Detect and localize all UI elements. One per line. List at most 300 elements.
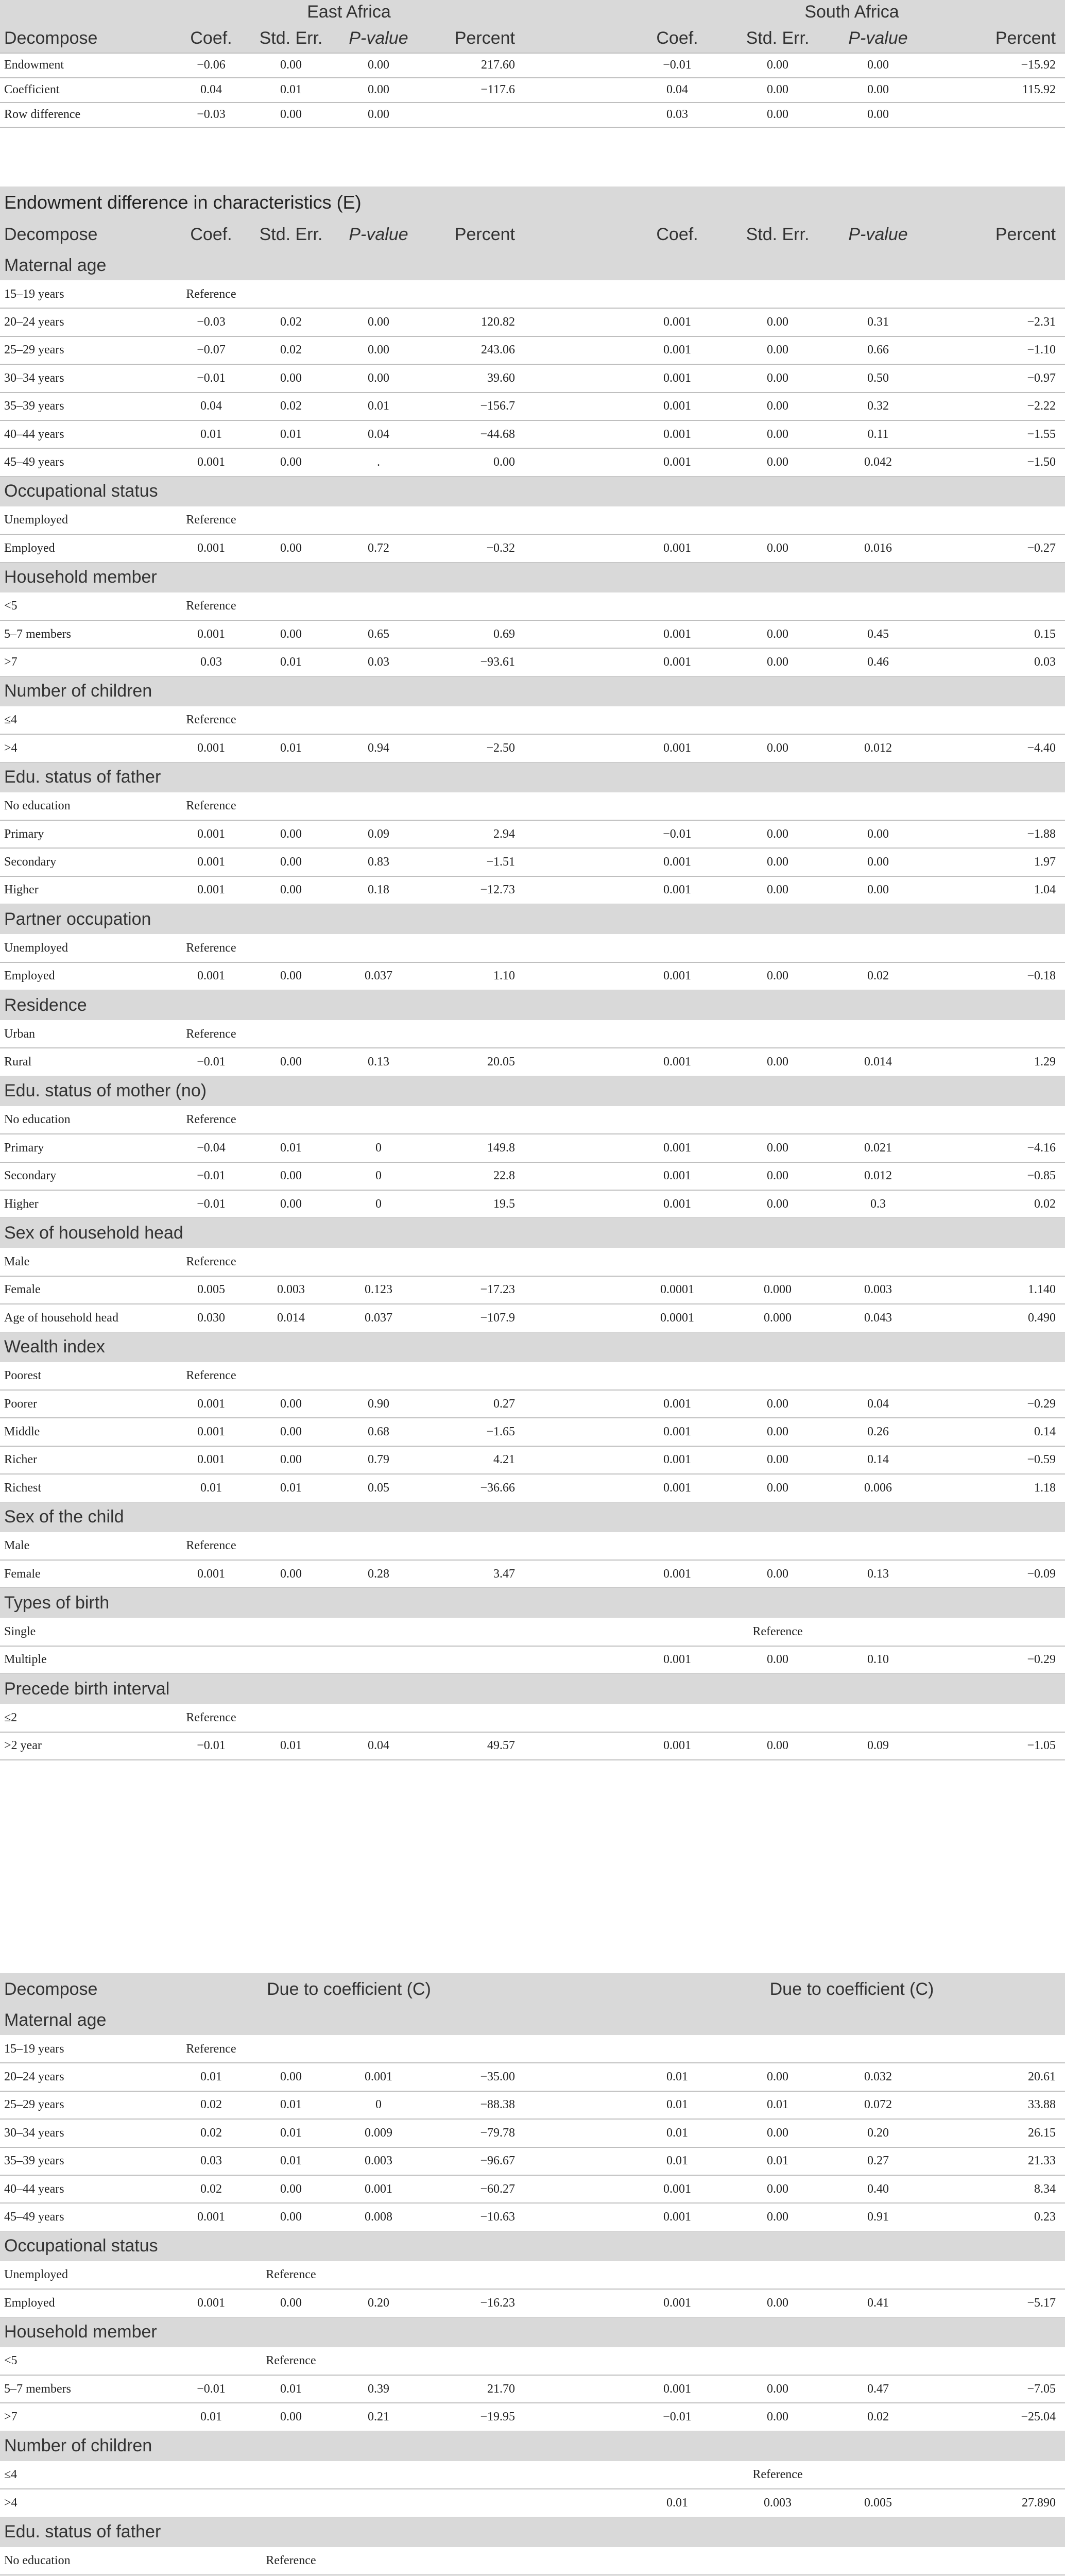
- column-header-due-to-coefficient-south: Due to coefficient (C): [769, 1979, 934, 1999]
- table-cell: 0.043: [864, 1311, 892, 1325]
- group-title: Maternal age: [4, 255, 107, 275]
- table-cell: 19.5: [493, 1197, 515, 1211]
- table-row: [0, 2547, 1065, 2575]
- row-label: Unemployed: [4, 513, 68, 527]
- table-cell: 0.00: [767, 1055, 788, 1069]
- table-cell: 0.001: [663, 1197, 691, 1211]
- table-cell: 0.09: [368, 827, 389, 841]
- table-cell: 1.29: [1034, 1055, 1056, 1069]
- row-label: 35–39 years: [4, 399, 64, 413]
- column-header: Decompose: [4, 28, 98, 48]
- table-cell: Reference: [186, 599, 236, 613]
- table-cell: 0.001: [663, 455, 691, 469]
- table-cell: −1.55: [1027, 427, 1056, 441]
- table-cell: −1.51: [486, 855, 515, 869]
- column-header: Std. Err.: [746, 224, 810, 244]
- group-title: Edu. status of father: [4, 2522, 161, 2542]
- row-label: Rural: [4, 1055, 32, 1069]
- table-cell: 0.00: [867, 82, 889, 96]
- table-row: [0, 1390, 1065, 1418]
- table-cell: 0.00: [767, 655, 788, 669]
- table-cell: −36.66: [480, 1481, 515, 1495]
- table-row: [0, 1418, 1065, 1446]
- table-cell: Reference: [186, 1027, 236, 1041]
- table-row: [0, 1704, 1065, 1732]
- table-cell: −0.03: [197, 315, 226, 329]
- table-cell: 0.00: [767, 1169, 788, 1183]
- group-header: [0, 2005, 1065, 2035]
- group-title: Maternal age: [4, 2010, 107, 2030]
- table-cell: 0.02: [200, 2182, 222, 2196]
- table-cell: 0.20: [368, 2296, 389, 2310]
- table-row: [0, 620, 1065, 648]
- table-cell: 0.00: [280, 107, 302, 121]
- table-cell: 0.123: [365, 1283, 392, 1297]
- table-cell: 0.032: [864, 2070, 892, 2084]
- table-cell: 1.10: [493, 969, 515, 983]
- table-cell: Reference: [186, 713, 236, 727]
- table-cell: −16.23: [480, 2296, 515, 2310]
- table-row: [0, 734, 1065, 762]
- table-cell: −0.97: [1027, 371, 1056, 385]
- table-cell: 0.001: [197, 2210, 225, 2224]
- row-label: No education: [4, 1113, 71, 1127]
- table-cell: 0.001: [197, 883, 225, 897]
- table-cell: 0.00: [767, 1653, 788, 1667]
- group-title: Number of children: [4, 681, 152, 701]
- table-cell: Reference: [266, 2554, 316, 2568]
- table-cell: 0.001: [663, 1425, 691, 1439]
- table-cell: 0.00: [767, 1567, 788, 1581]
- table-row: [0, 820, 1065, 848]
- table-cell: 149.8: [487, 1141, 515, 1155]
- table-cell: 0.009: [365, 2126, 392, 2140]
- table-cell: 0.00: [767, 1141, 788, 1155]
- table-cell: 0.00: [867, 827, 889, 841]
- table-cell: 0.00: [767, 1397, 788, 1411]
- table-cell: 0.00: [767, 58, 788, 72]
- row-label: 30–34 years: [4, 371, 64, 385]
- table-cell: 0.40: [867, 2182, 889, 2196]
- table-cell: 0.00: [280, 2410, 302, 2424]
- table-cell: 1.18: [1034, 1481, 1056, 1495]
- table-cell: [958, 102, 1056, 127]
- row-label: Age of household head: [4, 1311, 118, 1325]
- table-cell: 0.03: [1034, 655, 1056, 669]
- table-cell: 0.01: [280, 82, 302, 96]
- row-label: Richer: [4, 1453, 37, 1467]
- table-cell: 0.01: [280, 741, 302, 755]
- table-cell: 0.04: [867, 1397, 889, 1411]
- table-cell: −1.88: [1027, 827, 1056, 841]
- summary-row: [0, 102, 1065, 127]
- table-cell: −0.01: [197, 1055, 226, 1069]
- table-cell: 0.01: [280, 427, 302, 441]
- table-row: [0, 706, 1065, 734]
- table-cell: Reference: [186, 1369, 236, 1383]
- section-title-text: Endowment difference in characteristics (E): [4, 192, 362, 213]
- row-label: Employed: [4, 969, 55, 983]
- table-cell: 0.037: [365, 969, 392, 983]
- table-cell: 0.001: [197, 627, 225, 641]
- table-row: [0, 1190, 1065, 1218]
- table-cell: 0.00: [867, 107, 889, 121]
- table-cell: 0.00: [493, 455, 515, 469]
- column-header: Coef.: [190, 224, 232, 244]
- table-cell: 0.001: [197, 741, 225, 755]
- table-cell: 115.92: [1022, 82, 1056, 96]
- table-cell: −0.27: [1027, 541, 1056, 555]
- row-label: Single: [4, 1625, 36, 1639]
- table-cell: 0.0001: [660, 1283, 694, 1297]
- table-cell: 0.042: [864, 455, 892, 469]
- table-cell: 0.01: [200, 427, 222, 441]
- table-cell: −4.40: [1027, 741, 1056, 755]
- row-label: Higher: [4, 1197, 39, 1211]
- table-cell: −0.01: [197, 2382, 226, 2396]
- group-header: [0, 904, 1065, 934]
- group-header: [0, 1588, 1065, 1618]
- table-row: [0, 648, 1065, 676]
- table-cell: 0.04: [368, 427, 389, 441]
- table-cell: 26.15: [1028, 2126, 1056, 2140]
- table-cell: 0.001: [663, 2210, 691, 2224]
- column-header: Percent: [454, 28, 515, 48]
- table-cell: 0.00: [280, 1169, 302, 1183]
- table-cell: 0.00: [368, 371, 389, 385]
- table-cell: 0.001: [663, 371, 691, 385]
- column-header: Decompose: [4, 1979, 98, 1999]
- table-cell: Reference: [266, 2354, 316, 2368]
- group-header: [0, 990, 1065, 1020]
- table-cell: 0.014: [277, 1311, 305, 1325]
- row-label: Endowment: [4, 58, 64, 72]
- row-label: >4: [4, 741, 18, 755]
- table-cell: 0.001: [197, 1397, 225, 1411]
- table-cell: 0.21: [368, 2410, 389, 2424]
- row-label: Employed: [4, 541, 55, 555]
- group-title: Occupational status: [4, 2236, 158, 2256]
- table-cell: Reference: [186, 2042, 236, 2056]
- table-row: [0, 876, 1065, 904]
- column-header: Coef.: [190, 28, 232, 48]
- row-label: Poorest: [4, 1369, 41, 1383]
- group-header: [0, 2431, 1065, 2461]
- table-cell: 0.001: [197, 2296, 225, 2310]
- table-cell: 0.72: [368, 541, 389, 555]
- table-cell: 0.001: [663, 541, 691, 555]
- table-row: [0, 2203, 1065, 2231]
- table-cell: 0.001: [197, 827, 225, 841]
- table-cell: −12.73: [480, 883, 515, 897]
- table-cell: 0.01: [280, 1739, 302, 1753]
- row-label: Primary: [4, 1141, 44, 1155]
- table-cell: 0.00: [280, 1197, 302, 1211]
- table-cell: 0.31: [867, 315, 889, 329]
- table-cell: 0.68: [368, 1425, 389, 1439]
- table-cell: 243.06: [481, 343, 515, 357]
- table-row: [0, 1134, 1065, 1162]
- table-cell: 22.8: [493, 1169, 515, 1183]
- table-cell: 0.00: [767, 1481, 788, 1495]
- table-cell: 0.05: [368, 1481, 389, 1495]
- row-label: Row difference: [4, 107, 81, 121]
- table-row: [0, 1446, 1065, 1474]
- table-cell: 0.001: [663, 1397, 691, 1411]
- table-row: [0, 2489, 1065, 2517]
- table-row: [0, 1732, 1065, 1760]
- table-cell: 0.46: [867, 655, 889, 669]
- table-row: [0, 934, 1065, 962]
- row-label: Secondary: [4, 855, 57, 869]
- table-row: [0, 506, 1065, 534]
- table-cell: 0.00: [767, 455, 788, 469]
- table-cell: 0.13: [867, 1567, 889, 1581]
- table-cell: .: [377, 455, 380, 469]
- table-cell: −0.06: [197, 58, 226, 72]
- table-cell: 0.001: [365, 2070, 392, 2084]
- table-cell: 8.34: [1034, 2182, 1056, 2196]
- row-label: 35–39 years: [4, 2154, 64, 2168]
- row-label: Male: [4, 1539, 30, 1553]
- table-cell: 20.05: [487, 1055, 515, 1069]
- table-cell: −1.05: [1027, 1739, 1056, 1753]
- column-header: Std. Err.: [259, 28, 323, 48]
- row-label: >2 year: [4, 1739, 42, 1753]
- table-cell: 0.00: [368, 343, 389, 357]
- column-header: Percent: [995, 28, 1056, 48]
- row-label: 45–49 years: [4, 455, 64, 469]
- table-cell: 0.00: [767, 2382, 788, 2396]
- table-row: [0, 448, 1065, 476]
- table-cell: 0.00: [767, 2210, 788, 2224]
- row-label: Multiple: [4, 1653, 47, 1667]
- row-label: 15–19 years: [4, 2042, 64, 2056]
- table-cell: 0.490: [1028, 1311, 1056, 1325]
- table-row: [0, 2175, 1065, 2203]
- table-cell: 1.140: [1028, 1283, 1056, 1297]
- table-cell: 0.00: [767, 427, 788, 441]
- column-header: P-value: [848, 28, 908, 48]
- table-cell: 0.00: [280, 2296, 302, 2310]
- table-cell: 0.01: [368, 399, 389, 413]
- row-divider: [0, 1759, 1065, 1760]
- table-cell: −0.18: [1027, 969, 1056, 983]
- table-cell: −5.17: [1027, 2296, 1056, 2310]
- table-row: [0, 1560, 1065, 1588]
- table-cell: 0.000: [764, 1311, 792, 1325]
- table-cell: −0.32: [486, 541, 515, 555]
- table-cell: 0.01: [666, 2496, 688, 2510]
- table-cell: 217.60: [481, 58, 515, 72]
- table-cell: 0.00: [767, 2182, 788, 2196]
- table-cell: 21.70: [487, 2382, 515, 2396]
- table-cell: 0.45: [867, 627, 889, 641]
- column-header: P-value: [349, 224, 408, 244]
- table-cell: 0.02: [200, 2098, 222, 2112]
- table-cell: −0.07: [197, 343, 226, 357]
- table-cell: 0.021: [864, 1141, 892, 1155]
- table-cell: −0.59: [1027, 1453, 1056, 1467]
- section-column-header: [0, 218, 1065, 250]
- group-header: [0, 250, 1065, 280]
- table-cell: 0.02: [280, 315, 302, 329]
- table-cell: 0.001: [663, 2382, 691, 2396]
- table-cell: 0.23: [1034, 2210, 1056, 2224]
- table-cell: 0.001: [365, 2182, 392, 2196]
- table-cell: −0.01: [197, 1739, 226, 1753]
- row-label: Poorer: [4, 1397, 37, 1411]
- table-row: [0, 280, 1065, 308]
- row-label: ≤4: [4, 713, 18, 727]
- table-cell: 20.61: [1028, 2070, 1056, 2084]
- table-cell: 0.001: [197, 455, 225, 469]
- table-row: [0, 420, 1065, 448]
- table-cell: 0.00: [767, 969, 788, 983]
- table-cell: 0.014: [864, 1055, 892, 1069]
- table-cell: 0.012: [864, 741, 892, 755]
- region-header-row: [0, 0, 1065, 24]
- table-cell: −17.23: [480, 1283, 515, 1297]
- row-label: Unemployed: [4, 941, 68, 955]
- table-cell: 0.00: [368, 82, 389, 96]
- table-row: [0, 2403, 1065, 2431]
- table-cell: 0.10: [867, 1653, 889, 1667]
- table-cell: −19.95: [480, 2410, 515, 2424]
- table-cell: Reference: [186, 1710, 236, 1724]
- group-header: [0, 762, 1065, 792]
- table-cell: −93.61: [480, 655, 515, 669]
- table-cell: 0.00: [767, 1453, 788, 1467]
- table-cell: 0.005: [197, 1283, 225, 1297]
- table-cell: 0.00: [767, 827, 788, 841]
- table-cell: 0.00: [767, 371, 788, 385]
- table-cell: 0.003: [365, 2154, 392, 2168]
- table-cell: 0.001: [663, 315, 691, 329]
- table-cell: 0.00: [280, 455, 302, 469]
- table-cell: 0.003: [277, 1283, 305, 1297]
- table-cell: 0.01: [666, 2154, 688, 2168]
- table-cell: 0.00: [767, 541, 788, 555]
- row-label: Female: [4, 1567, 41, 1581]
- row-label: 5–7 members: [4, 627, 71, 641]
- table-cell: 1.97: [1034, 855, 1056, 869]
- row-label: Secondary: [4, 1169, 57, 1183]
- table-cell: 0.01: [200, 2410, 222, 2424]
- table-cell: 0.00: [280, 541, 302, 555]
- table-cell: 0.001: [663, 1055, 691, 1069]
- table-cell: 0.00: [280, 1397, 302, 1411]
- table-cell: Reference: [752, 2468, 803, 2482]
- group-title: Occupational status: [4, 481, 158, 501]
- row-label: Richest: [4, 1481, 41, 1495]
- table-cell: 0.001: [197, 1567, 225, 1581]
- table-cell: 0.00: [767, 399, 788, 413]
- table-cell: 0.28: [368, 1567, 389, 1581]
- table-cell: 0.01: [666, 2126, 688, 2140]
- table-cell: Reference: [752, 1625, 803, 1639]
- row-label: 20–24 years: [4, 2070, 64, 2084]
- table-row: [0, 2289, 1065, 2317]
- region-header-east-africa: East Africa: [307, 2, 391, 22]
- table-cell: 0.47: [867, 2382, 889, 2396]
- table-cell: −1.50: [1027, 455, 1056, 469]
- table-row: [0, 1276, 1065, 1304]
- table-cell: 0.00: [280, 2070, 302, 2084]
- row-label: >4: [4, 2496, 18, 2510]
- table-cell: 0.00: [767, 2296, 788, 2310]
- table-cell: 0.00: [767, 855, 788, 869]
- table-cell: 0.072: [864, 2098, 892, 2112]
- table-row: [0, 2119, 1065, 2147]
- table-cell: 0.26: [867, 1425, 889, 1439]
- table-cell: 0.90: [368, 1397, 389, 1411]
- table-cell: −117.6: [480, 82, 515, 96]
- column-header: Percent: [995, 224, 1056, 244]
- table-row: [0, 1248, 1065, 1276]
- table-cell: −156.7: [480, 399, 515, 413]
- table-row: [0, 393, 1065, 420]
- table-cell: −0.01: [197, 1169, 226, 1183]
- column-header-row: [0, 24, 1065, 53]
- table-row: [0, 308, 1065, 336]
- table-cell: 0.01: [666, 2098, 688, 2112]
- table-cell: 0.41: [867, 2296, 889, 2310]
- table-cell: 0.02: [1034, 1197, 1056, 1211]
- group-title: Edu. status of father: [4, 767, 161, 787]
- table-cell: 0.01: [280, 655, 302, 669]
- table-cell: 0.65: [368, 627, 389, 641]
- row-label: Higher: [4, 883, 39, 897]
- table-cell: Reference: [186, 1539, 236, 1553]
- row-label: 5–7 members: [4, 2382, 71, 2396]
- table-cell: 0.00: [867, 855, 889, 869]
- table-cell: 0: [375, 1197, 382, 1211]
- table-cell: Reference: [266, 2268, 316, 2282]
- table-row: [0, 2375, 1065, 2403]
- row-label: Male: [4, 1255, 30, 1269]
- section-title: [0, 187, 1065, 218]
- column-header-due-to-coefficient-east: Due to coefficient (C): [267, 1979, 431, 1999]
- table-cell: 0.15: [1034, 627, 1056, 641]
- table-cell: −107.9: [480, 1311, 515, 1325]
- table-cell: 0.03: [200, 2154, 222, 2168]
- table-cell: 0.001: [663, 741, 691, 755]
- table-cell: 0.001: [663, 1453, 691, 1467]
- table-cell: 0.3: [870, 1197, 886, 1211]
- table-cell: 0.69: [493, 627, 515, 641]
- table-cell: 0.00: [280, 969, 302, 983]
- table-cell: 0.01: [280, 2098, 302, 2112]
- row-label: 25–29 years: [4, 343, 64, 357]
- row-label: 45–49 years: [4, 2210, 64, 2224]
- row-label: Urban: [4, 1027, 35, 1041]
- table-row: [0, 1020, 1065, 1048]
- row-label: Middle: [4, 1425, 40, 1439]
- table-cell: 0.01: [767, 2098, 788, 2112]
- group-title: Residence: [4, 995, 87, 1015]
- group-title: Partner occupation: [4, 909, 151, 929]
- row-label: 30–34 years: [4, 2126, 64, 2140]
- table-cell: 0.01: [280, 2126, 302, 2140]
- table-cell: 0.02: [280, 343, 302, 357]
- table-cell: 0.50: [867, 371, 889, 385]
- row-label: Unemployed: [4, 2268, 68, 2282]
- table-row: [0, 1474, 1065, 1502]
- table-cell: 0.00: [280, 627, 302, 641]
- table-cell: 0.01: [280, 1141, 302, 1155]
- table-cell: 0.01: [200, 2070, 222, 2084]
